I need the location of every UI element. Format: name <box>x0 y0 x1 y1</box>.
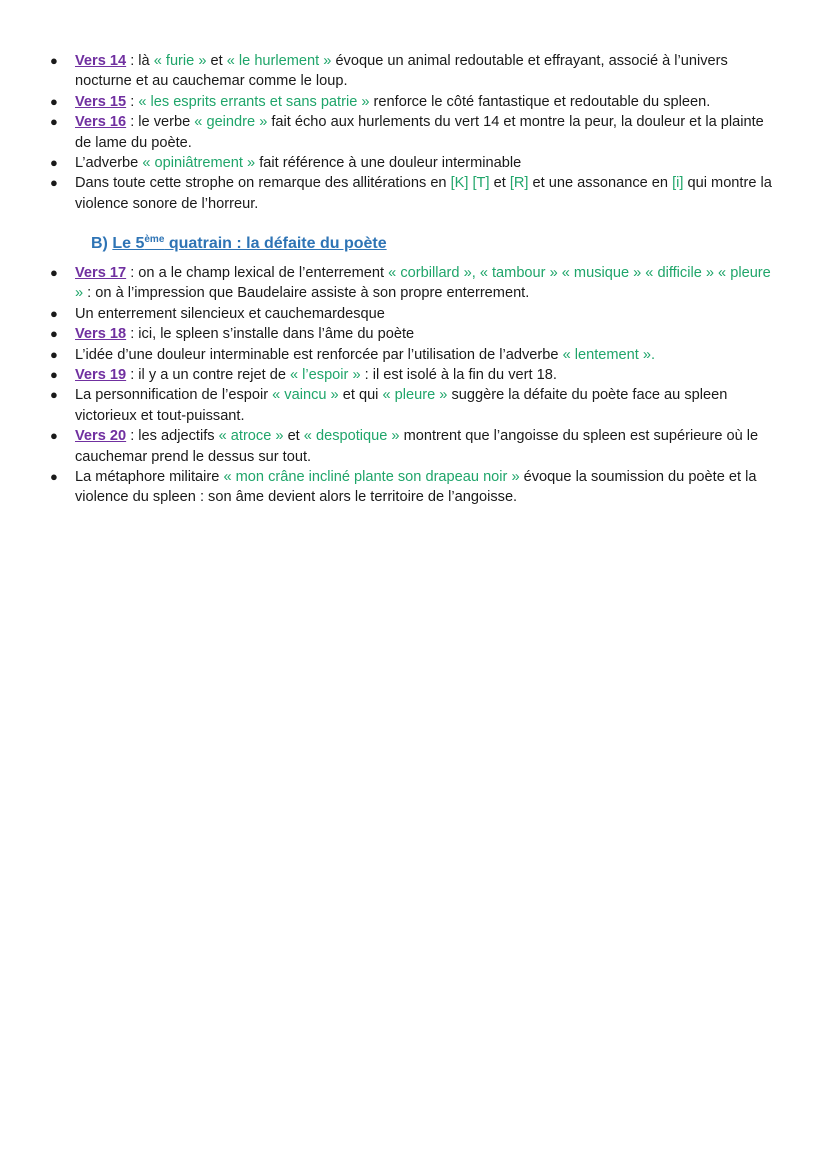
text: qui montre la violence sonore de l’horreur. <box>75 175 772 212</box>
text: : il est isolé à la fin du vert 18. <box>360 367 557 384</box>
bullet-icon: ● <box>50 305 58 321</box>
heading-text: Le 5 <box>112 235 145 252</box>
text: Dans toute cette strophe on remarque des allitérations en <box>75 175 451 192</box>
list-item <box>0 304 828 324</box>
quote: « l’espoir » <box>290 367 361 384</box>
list-item <box>0 112 828 153</box>
verse-label: Vers 20 <box>75 428 127 445</box>
heading-prefix: B) <box>91 235 108 252</box>
verse-label: Vers 17 <box>75 265 127 281</box>
text: : ici, le spleen s’installe dans l’âme du poète <box>126 326 415 343</box>
quote: « geindre » <box>194 114 268 131</box>
section-b-list <box>0 263 828 508</box>
text: : il y a un contre rejet de <box>126 367 290 384</box>
quote: « le hurlement » <box>226 53 332 69</box>
bullet-icon: ● <box>50 155 58 171</box>
bullet-icon: ● <box>50 469 58 485</box>
quote: « les esprits errants et sans patrie » <box>138 93 370 110</box>
quote: « despotique » <box>303 428 400 445</box>
list-item <box>0 426 828 467</box>
verse-label: Vers 15 <box>75 93 127 110</box>
text: évoque la soumission du poète et la violence du spleen : son âme devient alors le territoire de l’angoisse. <box>75 469 757 506</box>
text: et qui <box>338 387 383 404</box>
text: : <box>126 93 139 110</box>
list-item <box>0 385 828 426</box>
quote: « vaincu » <box>272 387 339 404</box>
text: : les adjectifs <box>126 428 219 445</box>
heading-superscript: ème <box>144 234 165 245</box>
text: fait référence à une douleur interminable <box>255 155 522 172</box>
text: : le verbe <box>126 114 195 131</box>
text: : on à l’impression que Baudelaire assiste à son propre enterrement. <box>83 285 530 302</box>
text: L’adverbe <box>75 155 143 172</box>
heading-text: quatrain : la défaite du poète <box>164 235 387 252</box>
bullet-icon: ● <box>50 93 58 109</box>
text: Un enterrement silencieux et cauchemardesque <box>75 305 385 322</box>
text: : là <box>126 53 154 69</box>
text: renforce le côté fantastique et redoutable du spleen. <box>369 93 711 110</box>
bullet-icon: ● <box>50 387 58 403</box>
list-item <box>0 51 828 92</box>
bullet-icon: ● <box>50 265 58 280</box>
list-item <box>0 345 828 365</box>
list-item <box>0 467 828 508</box>
section-heading <box>91 234 387 254</box>
verse-label: Vers 14 <box>75 53 127 69</box>
bullet-icon: ● <box>50 346 58 362</box>
quote: « furie » <box>153 53 207 69</box>
section-a-list <box>0 51 828 214</box>
phoneme: [i] <box>672 175 684 192</box>
text: La métaphore militaire <box>75 469 224 486</box>
text: fait écho aux hurlements du vert 14 et montre la peur, la douleur et la plainte de lame du poète. <box>75 114 764 151</box>
list-item <box>0 324 828 344</box>
text: et <box>283 428 304 445</box>
verse-label: Vers 19 <box>75 367 127 384</box>
text: montrent que l’angoisse du spleen est supérieure où le cauchemar prend le dessus sur tout. <box>75 428 759 465</box>
list-item <box>0 92 828 112</box>
phoneme: [K] [T] <box>450 175 490 192</box>
verse-label: Vers 18 <box>75 326 127 343</box>
verse-label: Vers 16 <box>75 114 127 131</box>
list-item <box>0 153 828 173</box>
bullet-icon: ● <box>50 53 58 68</box>
quote: « pleure » <box>382 387 448 404</box>
text: évoque un animal redoutable et effrayant, associé à l’univers nocturne et au cauchemar comme le loup. <box>75 53 728 90</box>
text: et une assonance en <box>528 175 673 192</box>
text: et <box>489 175 510 192</box>
text: L’idée d’une douleur interminable est renforcée par l’utilisation de l’adverbe <box>75 346 563 363</box>
quote: « corbillard », « tambour » « musique » « difficile » « pleure » <box>75 265 771 302</box>
quote: « lentement ». <box>562 346 656 363</box>
phoneme: [R] <box>509 175 529 192</box>
bullet-icon: ● <box>50 175 58 191</box>
quote: « opiniâtrement » <box>142 155 256 172</box>
list-item <box>0 365 828 385</box>
text: La personnification de l’espoir <box>75 387 273 404</box>
bullet-icon: ● <box>50 326 58 342</box>
text: et <box>206 53 227 69</box>
quote: « atroce » <box>218 428 284 445</box>
list-item <box>0 263 828 304</box>
list-item <box>0 173 828 214</box>
quote: « mon crâne incliné plante son drapeau noir » <box>223 469 520 486</box>
bullet-icon: ● <box>50 367 58 383</box>
bullet-icon: ● <box>50 114 58 130</box>
text: suggère la défaite du poète face au spleen victorieux et tout-puissant. <box>75 387 728 424</box>
bullet-icon: ● <box>50 428 58 444</box>
text: : on a le champ lexical de l’enterrement <box>126 265 389 281</box>
